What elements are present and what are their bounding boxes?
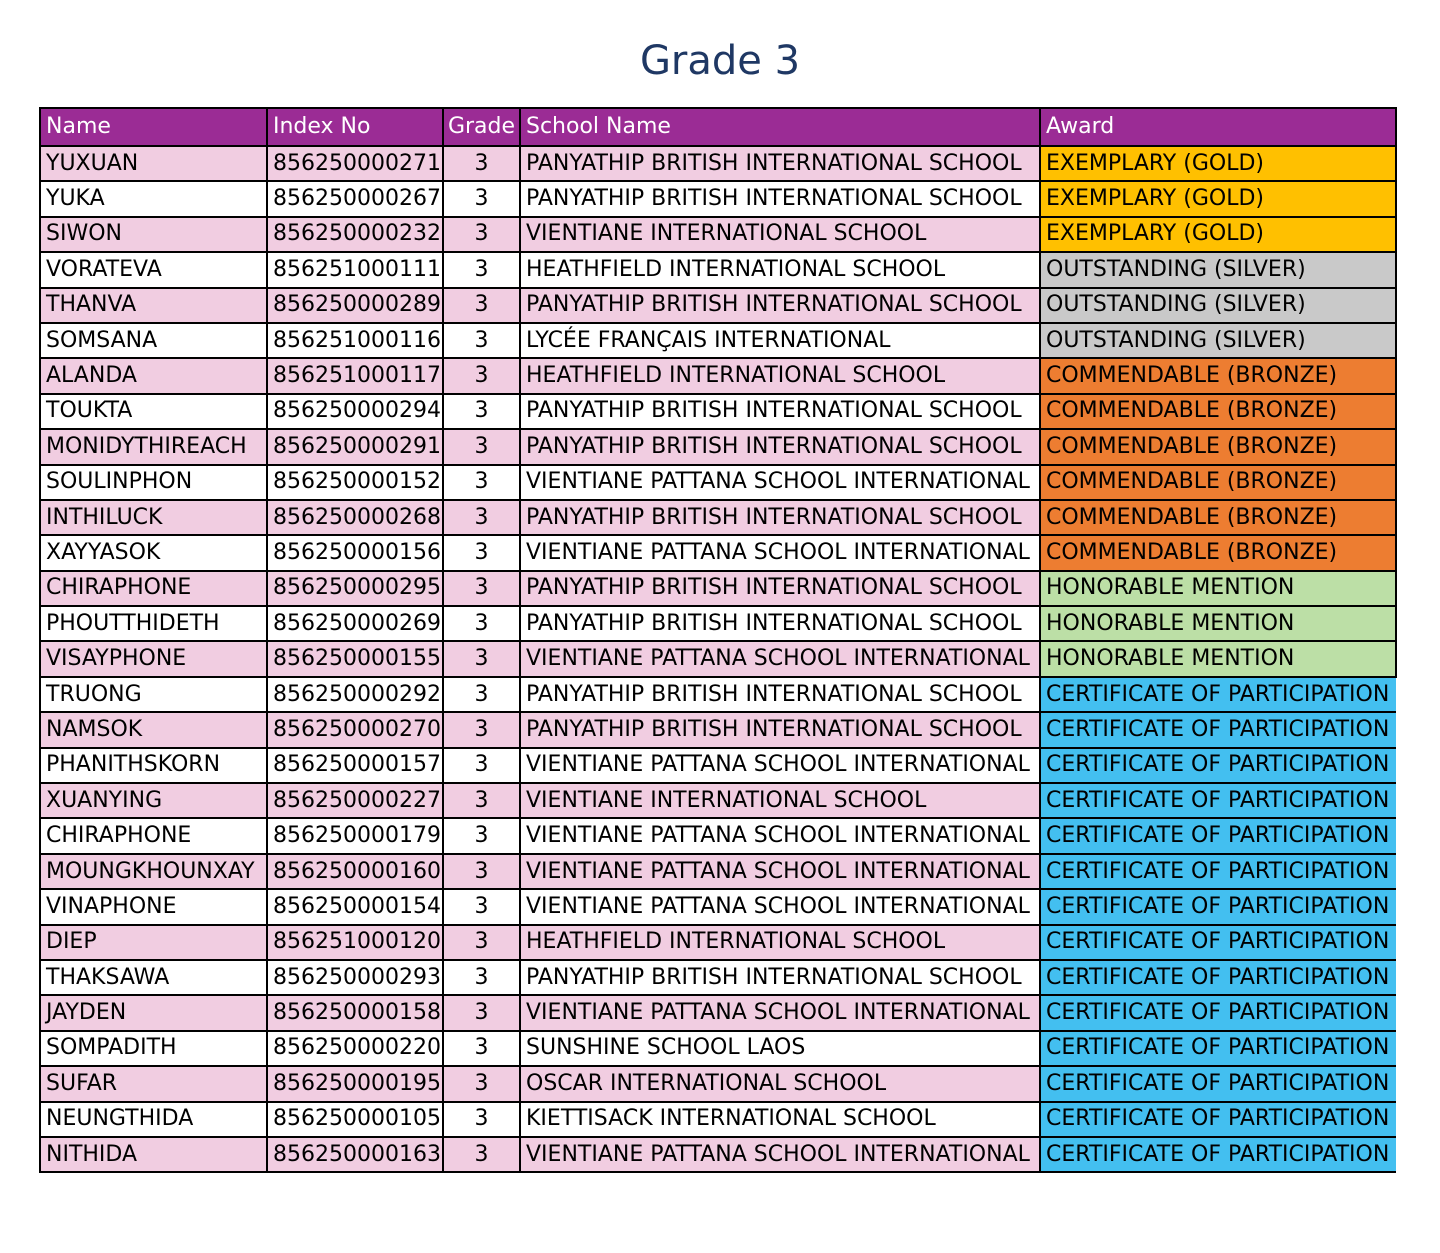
cell-index: 856250000292 [267, 677, 443, 712]
cell-award: EXEMPLARY (GOLD) [1040, 146, 1396, 181]
cell-index: 856250000155 [267, 641, 443, 676]
cell-index: 856250000293 [267, 960, 443, 995]
cell-school: PANYATHIP BRITISH INTERNATIONAL SCHOOL [520, 288, 1040, 323]
cell-award: CERTIFICATE OF PARTICIPATION [1040, 748, 1396, 783]
cell-index: 856250000291 [267, 429, 443, 464]
cell-school: PANYATHIP BRITISH INTERNATIONAL SCHOOL [520, 181, 1040, 216]
cell-grade: 3 [443, 146, 520, 181]
cell-name: PHOUTTHIDETH [40, 606, 267, 641]
cell-grade: 3 [443, 358, 520, 393]
cell-name: SOMSANA [40, 323, 267, 358]
cell-grade: 3 [443, 394, 520, 429]
table-row [40, 571, 1396, 606]
cell-name: VORATEVA [40, 252, 267, 287]
cell-name: PHANITHSKORN [40, 748, 267, 783]
cell-school: PANYATHIP BRITISH INTERNATIONAL SCHOOL [520, 606, 1040, 641]
cell-name: NITHIDA [40, 1137, 267, 1172]
cell-school: PANYATHIP BRITISH INTERNATIONAL SCHOOL [520, 571, 1040, 606]
table-row [40, 677, 1396, 712]
cell-award: CERTIFICATE OF PARTICIPATION [1040, 1102, 1396, 1137]
cell-award: HONORABLE MENTION [1040, 641, 1396, 676]
cell-award: HONORABLE MENTION [1040, 571, 1396, 606]
results-body [40, 146, 1396, 1172]
cell-award: COMMENDABLE (BRONZE) [1040, 429, 1396, 464]
header-award: Award [1040, 108, 1396, 146]
cell-index: 856251000116 [267, 323, 443, 358]
cell-name: INTHILUCK [40, 500, 267, 535]
cell-award: COMMENDABLE (BRONZE) [1040, 394, 1396, 429]
page-title: Grade 3 [639, 38, 801, 84]
cell-name: CHIRAPHONE [40, 818, 267, 853]
cell-award: CERTIFICATE OF PARTICIPATION [1040, 783, 1396, 818]
table-row [40, 995, 1396, 1030]
header-grade: Grade [443, 108, 520, 146]
table-row [40, 358, 1396, 393]
cell-school: OSCAR INTERNATIONAL SCHOOL [520, 1066, 1040, 1101]
cell-index: 856250000267 [267, 181, 443, 216]
table-row [40, 818, 1396, 853]
table-row [40, 323, 1396, 358]
cell-award: CERTIFICATE OF PARTICIPATION [1040, 960, 1396, 995]
cell-index: 856250000270 [267, 712, 443, 747]
cell-school: VIENTIANE PATTANA SCHOOL INTERNATIONAL [520, 465, 1040, 500]
cell-name: SOMPADITH [40, 1031, 267, 1066]
cell-index: 856251000120 [267, 925, 443, 960]
cell-index: 856250000294 [267, 394, 443, 429]
cell-name: NEUNGTHIDA [40, 1102, 267, 1137]
cell-school: PANYATHIP BRITISH INTERNATIONAL SCHOOL [520, 712, 1040, 747]
table-row [40, 925, 1396, 960]
table-row [40, 535, 1396, 570]
table-row [40, 1031, 1396, 1066]
cell-name: XUANYING [40, 783, 267, 818]
table-row [40, 748, 1396, 783]
cell-grade: 3 [443, 712, 520, 747]
cell-grade: 3 [443, 818, 520, 853]
cell-index: 856250000232 [267, 217, 443, 252]
cell-name: VISAYPHONE [40, 641, 267, 676]
cell-index: 856250000195 [267, 1066, 443, 1101]
cell-grade: 3 [443, 854, 520, 889]
cell-school: VIENTIANE PATTANA SCHOOL INTERNATIONAL [520, 818, 1040, 853]
cell-school: VIENTIANE PATTANA SCHOOL INTERNATIONAL [520, 748, 1040, 783]
table-row [40, 960, 1396, 995]
cell-grade: 3 [443, 429, 520, 464]
cell-award: CERTIFICATE OF PARTICIPATION [1040, 1066, 1396, 1101]
cell-grade: 3 [443, 217, 520, 252]
cell-name: YUXUAN [40, 146, 267, 181]
cell-award: CERTIFICATE OF PARTICIPATION [1040, 677, 1396, 712]
cell-grade: 3 [443, 606, 520, 641]
table-row [40, 1066, 1396, 1101]
cell-name: THAKSAWA [40, 960, 267, 995]
cell-award: OUTSTANDING (SILVER) [1040, 288, 1396, 323]
cell-school: PANYATHIP BRITISH INTERNATIONAL SCHOOL [520, 394, 1040, 429]
cell-name: XAYYASOK [40, 535, 267, 570]
cell-grade: 3 [443, 641, 520, 676]
table-row [40, 394, 1396, 429]
cell-index: 856251000111 [267, 252, 443, 287]
cell-award: CERTIFICATE OF PARTICIPATION [1040, 1137, 1396, 1172]
cell-school: SUNSHINE SCHOOL LAOS [520, 1031, 1040, 1066]
cell-school: VIENTIANE PATTANA SCHOOL INTERNATIONAL [520, 995, 1040, 1030]
table-row [40, 854, 1396, 889]
header-index: Index No [267, 108, 443, 146]
cell-grade: 3 [443, 252, 520, 287]
table-row [40, 889, 1396, 924]
cell-award: CERTIFICATE OF PARTICIPATION [1040, 854, 1396, 889]
cell-award: CERTIFICATE OF PARTICIPATION [1040, 995, 1396, 1030]
cell-grade: 3 [443, 1102, 520, 1137]
cell-award: CERTIFICATE OF PARTICIPATION [1040, 712, 1396, 747]
cell-grade: 3 [443, 465, 520, 500]
cell-name: JAYDEN [40, 995, 267, 1030]
cell-name: VINAPHONE [40, 889, 267, 924]
cell-award: CERTIFICATE OF PARTICIPATION [1040, 818, 1396, 853]
cell-grade: 3 [443, 1031, 520, 1066]
cell-grade: 3 [443, 960, 520, 995]
cell-name: DIEP [40, 925, 267, 960]
table-row [40, 1137, 1396, 1172]
cell-award: HONORABLE MENTION [1040, 606, 1396, 641]
cell-index: 856250000271 [267, 146, 443, 181]
table-row [40, 783, 1396, 818]
cell-index: 856250000158 [267, 995, 443, 1030]
cell-grade: 3 [443, 677, 520, 712]
cell-name: MONIDYTHIREACH [40, 429, 267, 464]
cell-award: EXEMPLARY (GOLD) [1040, 217, 1396, 252]
cell-name: CHIRAPHONE [40, 571, 267, 606]
cell-award: CERTIFICATE OF PARTICIPATION [1040, 1031, 1396, 1066]
table-row [40, 500, 1396, 535]
cell-grade: 3 [443, 995, 520, 1030]
table-row [40, 641, 1396, 676]
table-row [40, 1102, 1396, 1137]
cell-index: 856250000152 [267, 465, 443, 500]
cell-award: COMMENDABLE (BRONZE) [1040, 465, 1396, 500]
cell-name: MOUNGKHOUNXAY [40, 854, 267, 889]
cell-grade: 3 [443, 181, 520, 216]
cell-school: VIENTIANE PATTANA SCHOOL INTERNATIONAL [520, 641, 1040, 676]
cell-school: VIENTIANE INTERNATIONAL SCHOOL [520, 783, 1040, 818]
table-row [40, 606, 1396, 641]
cell-grade: 3 [443, 1066, 520, 1101]
cell-grade: 3 [443, 535, 520, 570]
cell-grade: 3 [443, 925, 520, 960]
cell-grade: 3 [443, 783, 520, 818]
cell-school: VIENTIANE PATTANA SCHOOL INTERNATIONAL [520, 1137, 1040, 1172]
cell-award: EXEMPLARY (GOLD) [1040, 181, 1396, 216]
table-row [40, 465, 1396, 500]
cell-school: KIETTISACK INTERNATIONAL SCHOOL [520, 1102, 1040, 1137]
cell-name: NAMSOK [40, 712, 267, 747]
table-row [40, 146, 1396, 181]
cell-index: 856250000179 [267, 818, 443, 853]
cell-index: 856251000117 [267, 358, 443, 393]
cell-grade: 3 [443, 288, 520, 323]
cell-award: CERTIFICATE OF PARTICIPATION [1040, 925, 1396, 960]
cell-index: 856250000160 [267, 854, 443, 889]
cell-name: YUKA [40, 181, 267, 216]
cell-index: 856250000227 [267, 783, 443, 818]
cell-school: HEATHFIELD INTERNATIONAL SCHOOL [520, 252, 1040, 287]
cell-grade: 3 [443, 323, 520, 358]
cell-school: PANYATHIP BRITISH INTERNATIONAL SCHOOL [520, 677, 1040, 712]
header-row [40, 108, 1396, 146]
header-school: School Name [520, 108, 1040, 146]
table-row [40, 288, 1396, 323]
cell-award: COMMENDABLE (BRONZE) [1040, 535, 1396, 570]
cell-school: VIENTIANE PATTANA SCHOOL INTERNATIONAL [520, 889, 1040, 924]
cell-school: PANYATHIP BRITISH INTERNATIONAL SCHOOL [520, 500, 1040, 535]
cell-award: OUTSTANDING (SILVER) [1040, 323, 1396, 358]
cell-index: 856250000163 [267, 1137, 443, 1172]
cell-school: VIENTIANE INTERNATIONAL SCHOOL [520, 217, 1040, 252]
cell-name: THANVA [40, 288, 267, 323]
cell-name: SIWON [40, 217, 267, 252]
cell-index: 856250000268 [267, 500, 443, 535]
cell-index: 856250000295 [267, 571, 443, 606]
cell-school: VIENTIANE PATTANA SCHOOL INTERNATIONAL [520, 854, 1040, 889]
cell-index: 856250000105 [267, 1102, 443, 1137]
cell-grade: 3 [443, 571, 520, 606]
table-row [40, 712, 1396, 747]
cell-name: TOUKTA [40, 394, 267, 429]
cell-award: CERTIFICATE OF PARTICIPATION [1040, 889, 1396, 924]
table-row [40, 217, 1396, 252]
cell-school: HEATHFIELD INTERNATIONAL SCHOOL [520, 358, 1040, 393]
cell-name: TRUONG [40, 677, 267, 712]
cell-index: 856250000154 [267, 889, 443, 924]
cell-award: COMMENDABLE (BRONZE) [1040, 358, 1396, 393]
cell-name: SUFAR [40, 1066, 267, 1101]
cell-index: 856250000156 [267, 535, 443, 570]
cell-grade: 3 [443, 748, 520, 783]
cell-award: OUTSTANDING (SILVER) [1040, 252, 1396, 287]
cell-school: VIENTIANE PATTANA SCHOOL INTERNATIONAL [520, 535, 1040, 570]
table-row [40, 429, 1396, 464]
table-row [40, 181, 1396, 216]
cell-index: 856250000269 [267, 606, 443, 641]
cell-school: PANYATHIP BRITISH INTERNATIONAL SCHOOL [520, 429, 1040, 464]
cell-grade: 3 [443, 889, 520, 924]
cell-index: 856250000157 [267, 748, 443, 783]
header-name: Name [40, 108, 267, 146]
cell-grade: 3 [443, 1137, 520, 1172]
cell-award: COMMENDABLE (BRONZE) [1040, 500, 1396, 535]
cell-index: 856250000289 [267, 288, 443, 323]
table-row [40, 252, 1396, 287]
cell-school: PANYATHIP BRITISH INTERNATIONAL SCHOOL [520, 960, 1040, 995]
cell-school: HEATHFIELD INTERNATIONAL SCHOOL [520, 925, 1040, 960]
cell-grade: 3 [443, 500, 520, 535]
cell-index: 856250000220 [267, 1031, 443, 1066]
cell-name: SOULINPHON [40, 465, 267, 500]
results-table [39, 107, 1397, 1173]
cell-school: PANYATHIP BRITISH INTERNATIONAL SCHOOL [520, 146, 1040, 181]
cell-name: ALANDA [40, 358, 267, 393]
cell-school: LYCÉE FRANÇAIS INTERNATIONAL [520, 323, 1040, 358]
